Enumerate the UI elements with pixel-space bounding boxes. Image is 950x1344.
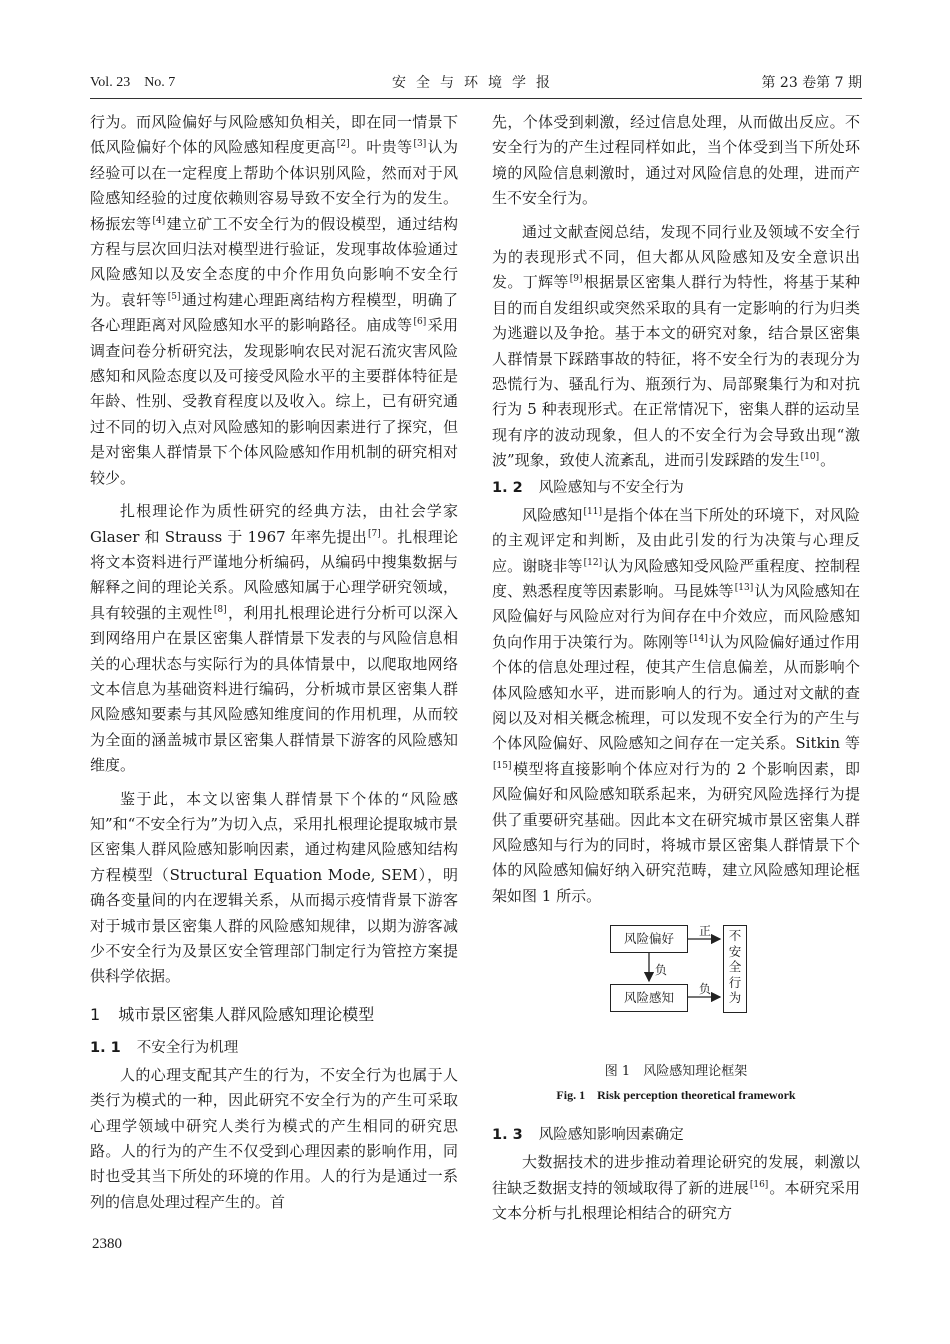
- section-heading-1: 1 城市景区密集人群风险感知理论模型: [90, 1004, 375, 1024]
- page-number: 2380: [92, 1236, 122, 1252]
- box-risk-perception: 风险感知: [610, 984, 688, 1012]
- citation-ref: [10]: [800, 452, 820, 463]
- figure-caption-cn: 图 1 风险感知理论框架: [604, 1064, 748, 1080]
- citation-ref: [7]: [367, 528, 381, 539]
- citation-ref: [2]: [336, 139, 350, 150]
- paragraph-info-processing: 先，个体受到刺激，经过信息处理，从而做出反应。不安全行为的产生过程同样如此，当个体受到当下所处环境的风险信息刺激时，通过对风险信息的处理，进而产生不安全行为。: [492, 113, 860, 208]
- citation-ref: [11]: [583, 506, 602, 517]
- label-positive: 正: [699, 924, 712, 939]
- label-negative-1: 负: [655, 963, 668, 978]
- citation-ref: [15]: [493, 760, 512, 771]
- citation-ref: [12]: [583, 557, 603, 568]
- citation-ref: [6]: [413, 317, 427, 328]
- paragraph-unsafe-behavior: 人的心理支配其产生的行为，不安全行为也属于人类行为模式的一种，因此研究不安全行为的产生可采取心理学领域中研究人类行为模式的产生相同的研究思路。人的行为的产生不仅受到心理因素的影响作用，同时也受其当下所处的环境的作用。人的行为是通过一系列的信息处理过程产生的。首: [90, 1065, 458, 1211]
- paragraph-influence-factors: 大数据技术的进步推动着理论研究的发展，刺激以往缺乏数据支持的领域取得了新的进展[16]。本研究采用文本分析与扎根理论相结合的研究方: [492, 1153, 860, 1222]
- citation-ref: [9]: [569, 274, 583, 285]
- figure-1: [492, 921, 860, 1121]
- right-column: [492, 110, 860, 1226]
- issue-number: 第 23 卷第 7 期: [761, 75, 862, 91]
- citation-ref: [8]: [213, 604, 227, 615]
- citation-ref: [13]: [734, 582, 754, 593]
- citation-ref: [4]: [152, 215, 166, 226]
- paragraph-unsafe-forms: 通过文献查阅总结，发现不同行业及领域不安全行为的表现形式不同，但大都从风险感知及安全意识出发。丁辉等[9]根据景区密集人群行为特性，将基于某种目的而自发组织或突然采取的具有一定影响的行为归类为逃避以及争抢。基于本文的研究对象，结合景区密集人群情景下踩踏事故的特征，将不安全行为的表现分为恐慌行为、骚乱行为、瓶颈行为、局部聚集行为和对抗行为 5 种表现形式。在正常情况下，密集人群的运动呈现有序的波动现象，但人的不安全行为会导致出现“激波”现象，致使人流紊乱，进而引发踩踏的发生[10]。: [492, 222, 860, 470]
- figure-caption-en: Fig. 1 Risk perception theoretical framework: [556, 1088, 796, 1103]
- section-heading-1-3: 1. 3 风险感知影响因素确定: [492, 1127, 684, 1144]
- paragraph-grounded-theory: 扎根理论作为质性研究的经典方法，由社会学家 Glaser 和 Strauss 于 1967 年率先提出[7]。扎根理论将文本资料进行严谨地分析编码，从编码中搜集数据与解释之间的理论关系。风险感知属于心理学研究领域，具有较强的主观性[8]，利用扎根理论进行分析可以深入到网络用户在景区密集人群情景下发表的与风险信息相关的心理状态与实际行为的具体情景中，以爬取地网络文本信息为基础资料进行编码，分析城市景区密集人群风险感知要素与其风险感知维度间的作用机理，从而较为全面的涵盖城市景区密集人群情景下游客的风险感知维度。: [90, 502, 458, 775]
- citation-ref: [16]: [749, 1179, 769, 1190]
- running-header: [90, 72, 862, 99]
- label-negative-2: 负: [699, 982, 712, 997]
- section-heading-1-1: 1. 1 不安全行为机理: [90, 1039, 239, 1056]
- left-column: [90, 110, 458, 1215]
- citation-ref: [5]: [167, 291, 181, 302]
- box-unsafe-behavior: 不安全行为: [723, 925, 747, 1013]
- section-heading-1-2: 1. 2 风险感知与不安全行为: [492, 479, 684, 496]
- volume-number: Vol. 23 No. 7: [90, 75, 176, 90]
- citation-ref: [3]: [413, 139, 427, 150]
- journal-title: 安全与环境学报: [392, 75, 560, 91]
- paragraph-lit-review-cont: 行为。而风险偏好与风险感知负相关，即在同一情景下低风险偏好个体的风险感知程度更高[2]。叶贵等[3]认为经验可以在一定程度上帮助个体识别风险，然而对于风险感知经验的过度依赖则容易导致不安全行为的发生。杨振宏等[4]建立矿工不安全行为的假设模型，通过结构方程与层次回归法对模型进行验证，发现事故体验通过风险感知以及安全态度的中介作用负向影响不安全行为。袁轩等[5]通过构建心理距离结构方程模型，明确了各心理距离对风险感知水平的影响路径。庙成等[6]采用调查问卷分析研究法，发现影响农民对泥石流灾害风险感知和风险态度以及可接受风险水平的主要群体特征是年龄、性别、受教育程度以及收入。综上，已有研究通过不同的切入点对风险感知的影响因素进行了探究，但是对密集人群情景下个体风险感知作用机制的研究相对较少。: [90, 113, 458, 487]
- citation-ref: [14]: [689, 633, 708, 644]
- paragraph-study-aim: 鉴于此，本文以密集人群情景下个体的“风险感知”和“不安全行为”为切入点，采用扎根理论提取城市景区密集人群风险感知影响因素，通过构建风险感知结构方程模型（Structural Equation Mode, SEM），明确各变量间的内在逻辑关系，从而揭示疫情背景下游客对于城市景区密集人群的风险感知规律，以期为游客减少不安全行为及景区安全管理部门制定行为管控方案提供科学依据。: [90, 789, 459, 986]
- box-risk-preference: 风险偏好: [610, 925, 688, 953]
- paragraph-risk-perception: 风险感知[11]是指个体在当下所处的环境下，对风险的主观评定和判断，及由此引发的行为决策与心理反应。谢晓非等[12]认为风险感知受风险严重程度、控制程度、熟悉程度等因素影响。马昆姝等[13]认为风险感知在风险偏好与风险应对行为间存在中介效应，而风险感知负向作用于决策行为。陈刚等[14]认为风险偏好通过作用个体的信息处理过程，使其产生信息偏差，从而影响个体风险感知水平，进而影响人的行为。通过对文献的查阅以及对相关概念梳理，可以发现不安全行为的产生与个体风险偏好、风险感知之间存在一定关系。Sitkin 等[15]模型将直接影响个体应对行为的 2 个影响因素，即风险偏好和风险感知联系起来，为研究风险选择行为提供了重要研究基础。因此本文在研究城市景区密集人群风险感知与行为的同时，将城市景区密集人群情景下个体的风险感知偏好纳入研究范畴，建立风险感知理论框架如图 1 所示。: [492, 505, 860, 905]
